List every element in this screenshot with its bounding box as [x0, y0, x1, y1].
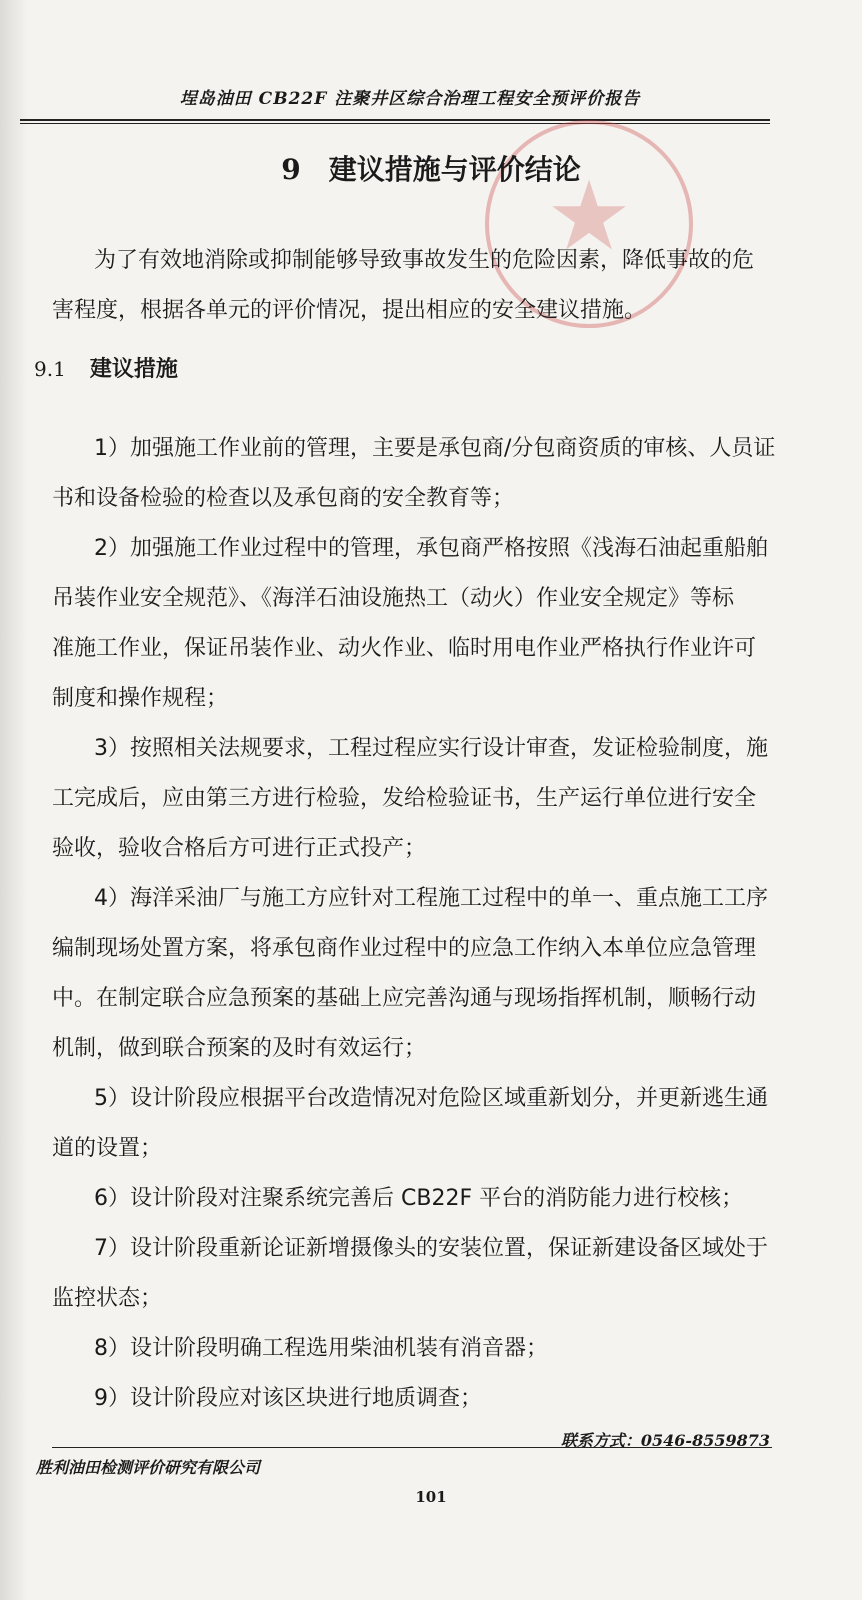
item-4-line: 编制现场处置方案，将承包商作业过程中的应急工作纳入本单位应急管理 [52, 936, 757, 961]
item-3-line: 3）按照相关法规要求，工程过程应实行设计审查，发证检验制度，施 [94, 736, 768, 761]
footer-company: 胜利油田检测评价研究有限公司 [36, 1458, 261, 1477]
section-number: 9.1 [34, 357, 66, 381]
intro-line: 害程度，根据各单元的评价情况，提出相应的安全建议措施。 [52, 298, 647, 323]
running-header: 埕岛油田 CB22F 注聚井区综合治理工程安全预评价报告 [179, 89, 641, 109]
footer-contact: 联系方式：0546-8559873 [560, 1431, 770, 1450]
page-number: 101 [415, 1488, 447, 1506]
item-7-line: 7）设计阶段重新论证新增摄像头的安装位置，保证新建设备区域处于 [94, 1236, 768, 1261]
intro-paragraph [52, 236, 772, 336]
chapter-heading: 建议措施与评价结论 [328, 153, 581, 186]
item-2-line: 吊装作业安全规范》、《海洋石油设施热工（动火）作业安全规定》等标 [52, 586, 735, 611]
header-rule [20, 119, 770, 121]
binding-shadow [0, 0, 28, 1600]
header-rule-thin [20, 123, 770, 124]
item-1-line: 书和设备检验的检查以及承包商的安全教育等； [52, 486, 515, 511]
section-heading [34, 352, 178, 383]
item-3-line: 工完成后，应由第三方进行检验，发给检验证书，生产运行单位进行安全 [52, 786, 757, 811]
recommendation-list [52, 424, 776, 1424]
item-3-line: 验收，验收合格后方可进行正式投产； [52, 836, 427, 861]
item-6-line: 6）设计阶段对注聚系统完善后 CB22F 平台的消防能力进行校核； [94, 1186, 744, 1211]
item-1-line: 1）加强施工作业前的管理，主要是承包商/分包商资质的审核、人员证 [94, 436, 776, 461]
item-4-line: 机制，做到联合预案的及时有效运行； [52, 1036, 427, 1061]
footer-rule [52, 1447, 772, 1448]
item-2-line: 准施工作业，保证吊装作业、动火作业、临时用电作业严格执行作业许可 [52, 636, 757, 661]
chapter-number: 9 [281, 153, 301, 186]
section-title: 建议措施 [89, 357, 178, 382]
item-7-line: 监控状态； [52, 1286, 163, 1311]
intro-line: 为了有效地消除或抑制能够导致事故发生的危险因素，降低事故的危 [94, 248, 755, 273]
item-8-line: 8）设计阶段明确工程选用柴油机装有消音器； [94, 1336, 548, 1361]
chapter-title [0, 148, 862, 188]
item-5-line: 道的设置； [52, 1136, 163, 1161]
item-2-line: 制度和操作规程； [52, 686, 229, 711]
seal-star-icon: ★ [545, 160, 633, 272]
item-2-line: 2）加强施工作业过程中的管理，承包商严格按照《浅海石油起重船舶 [94, 536, 768, 561]
item-9-line: 9）设计阶段应对该区块进行地质调查； [94, 1386, 482, 1411]
item-5-line: 5）设计阶段应根据平台改造情况对危险区域重新划分，并更新逃生通 [94, 1086, 768, 1111]
item-4-line: 4）海洋采油厂与施工方应针对工程施工过程中的单一、重点施工工序 [94, 886, 768, 911]
item-4-line: 中。在制定联合应急预案的基础上应完善沟通与现场指挥机制，顺畅行动 [52, 986, 757, 1011]
